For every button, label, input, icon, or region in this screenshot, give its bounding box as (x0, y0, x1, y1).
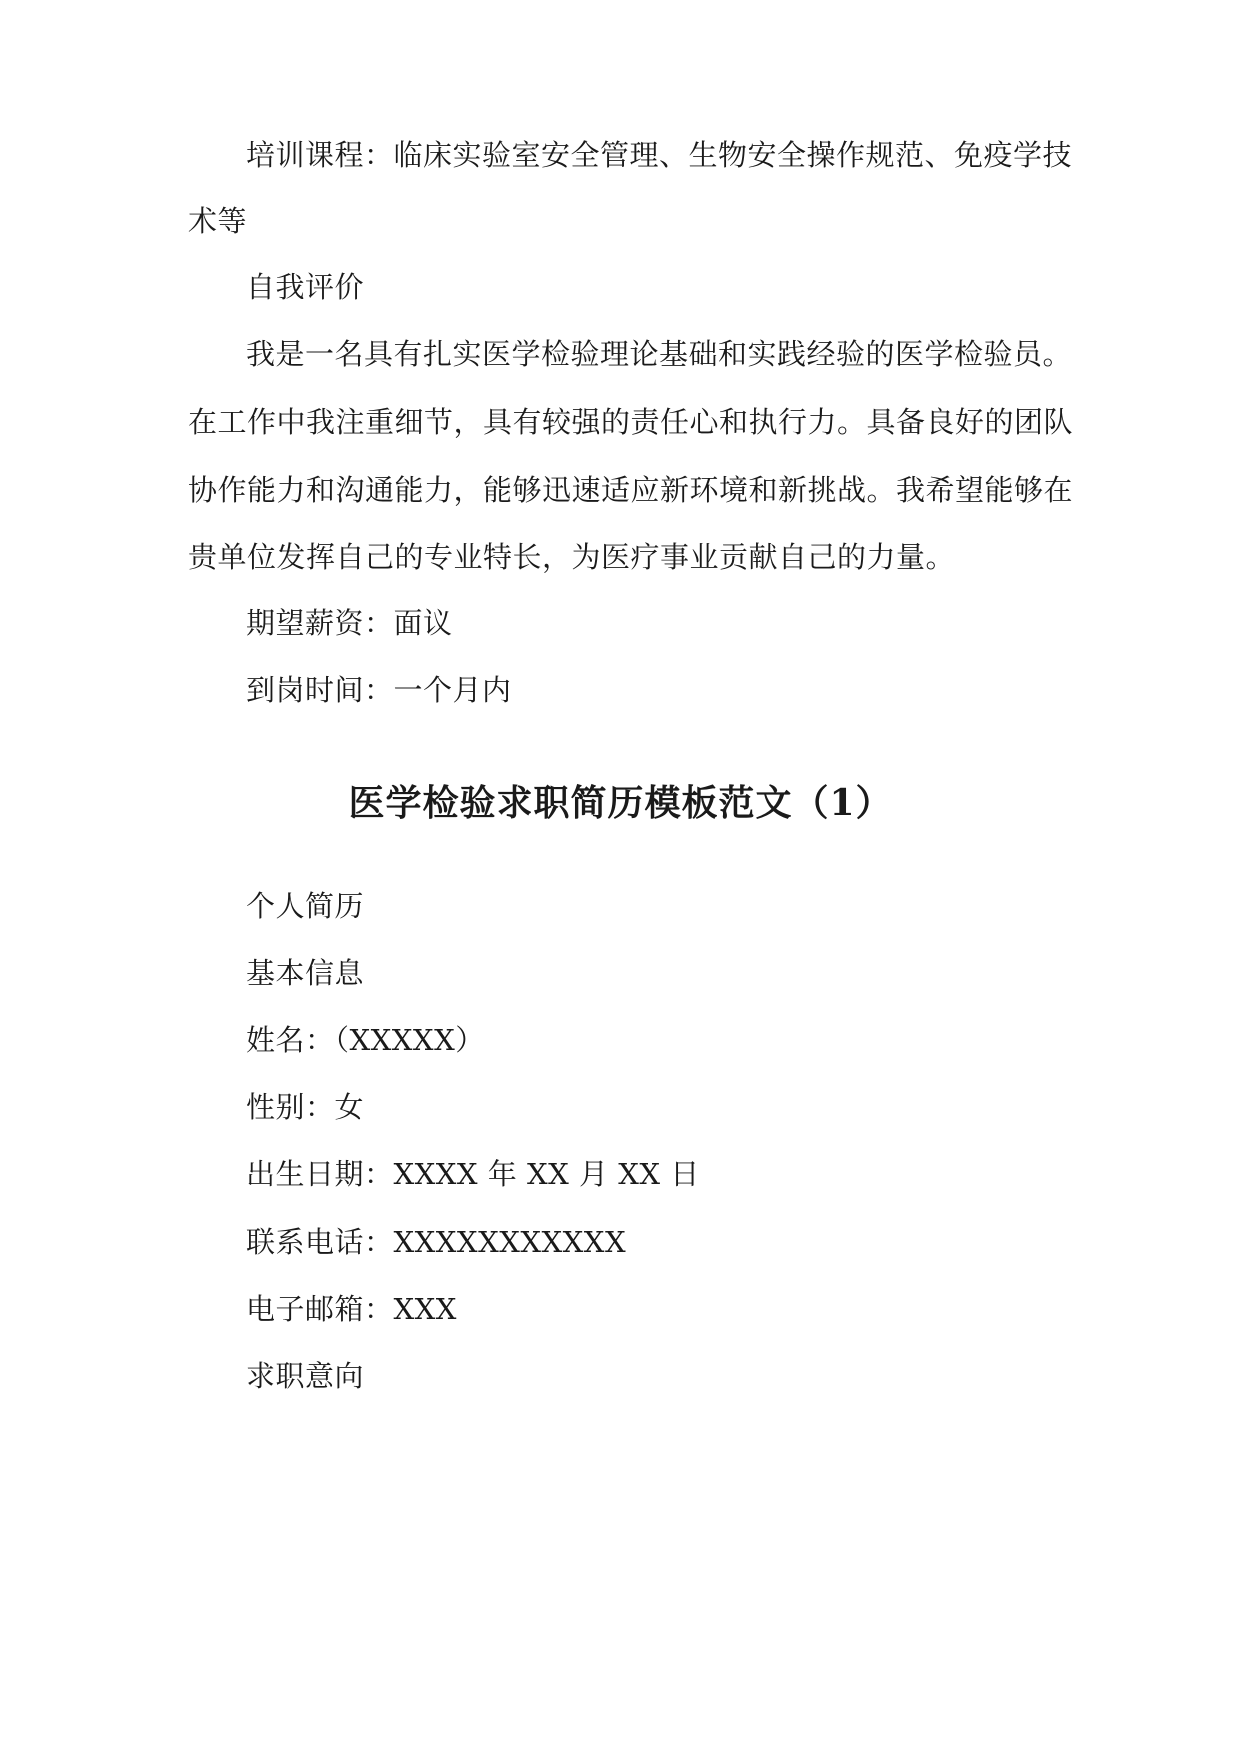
job-intent-heading: 求职意向 (246, 1359, 365, 1393)
start-time: 到岗时间：一个月内 (246, 673, 512, 707)
birth-date-field: 出生日期：XXXX 年 XX 月 XX 日 (246, 1157, 700, 1191)
email-field: 电子邮箱：XXX (246, 1292, 457, 1326)
training-courses-line-1: 培训课程：临床实验室安全管理、生物安全操作规范、免疫学技 (246, 138, 1073, 172)
phone-field: 联系电话：XXXXXXXXXXX (246, 1225, 627, 1259)
name-field: 姓名：（XXXXX） (246, 1023, 485, 1057)
basic-info-heading: 基本信息 (246, 956, 365, 990)
self-evaluation-line-3: 协作能力和沟通能力，能够迅速适应新环境和新挑战。我希望能够在 (188, 473, 1074, 507)
self-evaluation-line-2: 在工作中我注重细节，具有较强的责任心和执行力。具备良好的团队 (188, 405, 1074, 439)
gender-field: 性别：女 (246, 1090, 365, 1124)
expected-salary: 期望薪资：面议 (246, 606, 453, 640)
self-evaluation-line-4: 贵单位发挥自己的专业特长，为医疗事业贡献自己的力量。 (188, 540, 956, 574)
resume-heading: 个人简历 (246, 889, 365, 923)
self-evaluation-heading: 自我评价 (246, 270, 365, 304)
self-evaluation-line-1: 我是一名具有扎实医学检验理论基础和实践经验的医学检验员。 (246, 337, 1073, 371)
section-title: 医学检验求职简历模板范文（1） (348, 782, 893, 824)
training-courses-line-2: 术等 (188, 204, 248, 238)
